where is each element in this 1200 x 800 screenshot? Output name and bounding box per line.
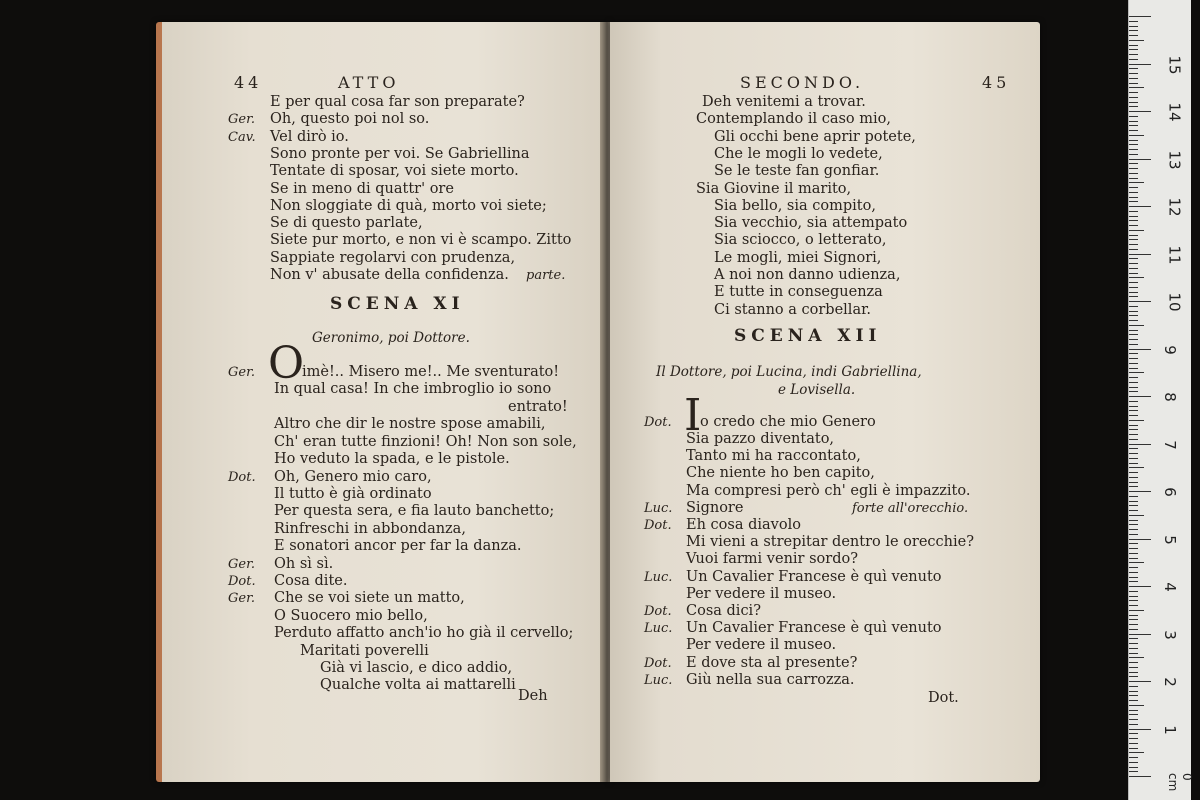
ruler-tick bbox=[1129, 539, 1151, 540]
ruler-tick bbox=[1129, 97, 1138, 98]
ruler-tick bbox=[1129, 125, 1138, 126]
ruler-tick bbox=[1129, 686, 1138, 687]
ruler-tick bbox=[1129, 159, 1151, 160]
ruler-tick bbox=[1129, 463, 1138, 464]
ruler-tick bbox=[1129, 472, 1138, 473]
ruler-tick bbox=[1129, 458, 1138, 459]
ruler-number: 5 bbox=[1160, 534, 1179, 545]
ruler-tick bbox=[1129, 420, 1144, 421]
ruler-tick bbox=[1129, 724, 1138, 725]
ruler-tick bbox=[1129, 558, 1138, 559]
ruler-tick bbox=[1129, 653, 1138, 654]
ruler-tick bbox=[1129, 315, 1138, 316]
ruler-tick bbox=[1129, 244, 1138, 245]
ruler-tick bbox=[1129, 87, 1144, 88]
ruler-tick bbox=[1129, 334, 1138, 335]
ruler-tick bbox=[1129, 643, 1138, 644]
ruler-unit-label: 0 cm bbox=[1166, 773, 1194, 792]
verse-line: E tutte in conseguenza bbox=[714, 284, 883, 301]
ruler-tick bbox=[1129, 73, 1138, 74]
ruler-number: 14 bbox=[1165, 102, 1184, 122]
ruler-tick bbox=[1129, 358, 1138, 359]
ruler-tick bbox=[1129, 553, 1138, 554]
ruler-tick bbox=[1129, 434, 1138, 435]
catchword: Deh bbox=[518, 688, 548, 704]
ruler-tick bbox=[1129, 491, 1151, 492]
ruler-tick bbox=[1129, 168, 1138, 169]
ruler-tick bbox=[1129, 130, 1138, 131]
ruler-tick bbox=[1129, 591, 1138, 592]
ruler-tick bbox=[1129, 738, 1138, 739]
scene-persons: Il Dottore, poi Lucina, indi Gabriellina, bbox=[656, 364, 922, 380]
ruler-tick bbox=[1129, 662, 1138, 663]
verse-line: Giù nella sua carrozza. bbox=[686, 671, 855, 688]
ruler-tick bbox=[1129, 425, 1138, 426]
ruler-tick bbox=[1129, 482, 1138, 483]
ruler-tick bbox=[1129, 600, 1138, 601]
ruler-tick bbox=[1129, 135, 1144, 136]
ruler-tick bbox=[1129, 102, 1138, 103]
ruler-tick bbox=[1129, 21, 1138, 22]
ruler-tick bbox=[1129, 505, 1138, 506]
ruler-tick bbox=[1129, 59, 1138, 60]
verse-line: Che niente ho ben capito, bbox=[686, 465, 875, 482]
ruler-tick bbox=[1129, 410, 1138, 411]
ruler-tick bbox=[1129, 40, 1144, 41]
ruler-tick bbox=[1129, 762, 1138, 763]
speaker-label: Dot. bbox=[644, 604, 672, 619]
ruler-tick bbox=[1129, 448, 1138, 449]
ruler-tick bbox=[1129, 672, 1138, 673]
speaker-label: Luc. bbox=[644, 621, 673, 637]
ruler-tick bbox=[1129, 406, 1138, 407]
verse-line: Cosa dici? bbox=[686, 603, 761, 619]
ruler-tick bbox=[1129, 477, 1138, 478]
ruler-tick bbox=[1129, 634, 1151, 635]
ruler-tick bbox=[1129, 705, 1144, 706]
verse-line: Contemplando il caso mio, bbox=[696, 111, 891, 128]
measuring-ruler bbox=[1128, 0, 1194, 800]
verse-line: Tanto mi ha raccontato, bbox=[686, 448, 861, 465]
ruler-tick bbox=[1129, 615, 1138, 616]
ruler-number: 12 bbox=[1165, 197, 1184, 217]
verse-line: entrato! bbox=[508, 399, 568, 415]
verse-line: Ma compresi però ch' egli è impazzito. bbox=[686, 482, 971, 499]
verse-line: Per questa sera, e fia lauto banchetto; bbox=[274, 503, 555, 520]
ruler-tick bbox=[1129, 638, 1138, 639]
ruler-tick bbox=[1129, 235, 1138, 236]
ruler-tick bbox=[1129, 667, 1138, 668]
ruler-tick bbox=[1129, 529, 1138, 530]
verse-line: Ci stanno a corbellar. bbox=[714, 301, 872, 318]
ruler-tick bbox=[1129, 467, 1144, 468]
speaker-label: Luc. bbox=[644, 672, 673, 688]
verse-line: Siete pur morto, e non vi è scampo. Zitto bbox=[270, 232, 572, 249]
ruler-tick bbox=[1129, 273, 1138, 274]
verse-line: Sono pronte per voi. Se Gabriellina bbox=[270, 145, 530, 162]
verse-line: Ch' eran tutte finzioni! Oh! Non son sole, bbox=[274, 433, 577, 450]
ruler-tick bbox=[1129, 372, 1144, 373]
ruler-tick bbox=[1129, 572, 1138, 573]
ruler-tick bbox=[1129, 344, 1138, 345]
ruler-tick bbox=[1129, 401, 1138, 402]
ruler-tick bbox=[1129, 211, 1138, 212]
scene-heading: SCENA XI bbox=[330, 294, 465, 314]
ruler-tick bbox=[1129, 605, 1138, 606]
speaker-label: Ger. bbox=[228, 365, 255, 380]
verse-line: Se le teste fan gonfiar. bbox=[714, 163, 880, 180]
ruler-tick bbox=[1129, 415, 1138, 416]
ruler-number: 15 bbox=[1165, 54, 1184, 75]
running-header: ATTO bbox=[338, 73, 400, 92]
ruler-tick bbox=[1129, 78, 1138, 79]
ruler-tick bbox=[1129, 121, 1138, 122]
ruler-number: 7 bbox=[1160, 439, 1179, 450]
ruler-tick bbox=[1129, 629, 1138, 630]
verse-line: Il tutto è già ordinato bbox=[274, 486, 432, 502]
left-page bbox=[156, 22, 609, 782]
verse-line: Oh, questo poi nol so. bbox=[270, 111, 430, 128]
verse-line: Sia Giovine il marito, bbox=[696, 180, 852, 197]
ruler-tick bbox=[1129, 320, 1138, 321]
verse-line: Per vedere il museo. bbox=[686, 585, 837, 602]
ruler-tick bbox=[1129, 453, 1138, 454]
verse-line: E dove sta al presente? bbox=[686, 654, 858, 671]
ruler-number: 10 bbox=[1165, 292, 1184, 312]
ruler-tick bbox=[1129, 296, 1138, 297]
verse-line: Perduto affatto anch'io ho già il cervello; bbox=[274, 625, 574, 642]
ruler-tick bbox=[1129, 64, 1151, 65]
ruler-tick bbox=[1129, 429, 1138, 430]
speaker-label: Dot. bbox=[644, 518, 672, 533]
running-header: SECONDO. bbox=[740, 73, 865, 92]
ruler-number: 8 bbox=[1160, 392, 1179, 402]
verse-line: Un Cavalier Francese è quì venuto bbox=[686, 620, 942, 637]
ruler-tick bbox=[1129, 486, 1138, 487]
ruler-tick bbox=[1129, 586, 1151, 587]
ruler-tick bbox=[1129, 567, 1138, 568]
ruler-tick bbox=[1129, 106, 1138, 107]
ruler-tick bbox=[1129, 292, 1138, 293]
page-number: 45 bbox=[982, 73, 1011, 92]
catchword: Dot. bbox=[928, 690, 959, 706]
ruler-tick bbox=[1129, 263, 1138, 264]
ruler-tick bbox=[1129, 767, 1138, 768]
scene-persons: Geronimo, poi Dottore. bbox=[312, 330, 470, 346]
ruler-tick bbox=[1129, 83, 1138, 84]
ruler-tick bbox=[1129, 140, 1138, 141]
ruler-tick bbox=[1129, 581, 1138, 582]
verse-line: imè!.. Misero me!.. Me sventurato! bbox=[302, 364, 560, 380]
ruler-tick bbox=[1129, 178, 1138, 179]
verse-line: A noi non danno udienza, bbox=[714, 267, 901, 283]
ruler-tick bbox=[1129, 306, 1138, 307]
verse-line: Vel dirò io. bbox=[270, 128, 349, 145]
ruler-tick bbox=[1129, 700, 1138, 701]
drop-cap: I bbox=[684, 390, 702, 441]
ruler-tick bbox=[1129, 249, 1138, 250]
ruler-number: 9 bbox=[1160, 344, 1179, 355]
ruler-tick bbox=[1129, 619, 1138, 620]
verse-line: O Suocero mio bello, bbox=[274, 607, 428, 624]
ruler-tick bbox=[1129, 116, 1138, 117]
ruler-tick bbox=[1129, 192, 1138, 193]
verse-line: Mi vieni a strepitar dentro le orecchie? bbox=[686, 534, 974, 551]
ruler-tick bbox=[1129, 330, 1138, 331]
ruler-tick bbox=[1129, 501, 1138, 502]
scene-heading: SCENA XII bbox=[734, 326, 882, 346]
ruler-tick bbox=[1129, 524, 1138, 525]
verse-line: Oh, Genero mio caro, bbox=[274, 468, 432, 485]
ruler-tick bbox=[1129, 92, 1138, 93]
verse-line: E sonatori ancor per far la danza. bbox=[274, 538, 522, 555]
verse-line: Cosa dite. bbox=[274, 573, 348, 589]
verse-line: Se di questo parlate, bbox=[270, 215, 423, 232]
verse-line: Se in meno di quattr' ore bbox=[270, 180, 454, 197]
speaker-label: Ger. bbox=[228, 591, 255, 607]
ruler-tick bbox=[1129, 339, 1138, 340]
open-book bbox=[148, 22, 1048, 782]
verse-line: Gli occhi bene aprir potete, bbox=[714, 128, 916, 145]
ruler-tick bbox=[1129, 268, 1138, 269]
ruler-tick bbox=[1129, 277, 1144, 278]
stage-direction: forte all'orecchio. bbox=[852, 500, 969, 516]
ruler-tick bbox=[1129, 496, 1138, 497]
verse-line: Sia bello, sia compito, bbox=[714, 197, 876, 214]
verse-line: Oh sì sì. bbox=[274, 555, 334, 572]
verse-line: Tentate di sposar, voi siete morto. bbox=[270, 163, 519, 180]
ruler-tick bbox=[1129, 382, 1138, 383]
speaker-label: Ger. bbox=[228, 112, 255, 128]
verse-line: Sia vecchio, sia attempato bbox=[714, 215, 908, 232]
verse-line: Eh cosa diavolo bbox=[686, 517, 801, 533]
ruler-tick bbox=[1129, 49, 1138, 50]
ruler-tick bbox=[1129, 624, 1138, 625]
ruler-tick bbox=[1129, 543, 1138, 544]
ruler-tick bbox=[1129, 681, 1151, 682]
speaker-label: Cav. bbox=[228, 129, 256, 145]
ruler-tick bbox=[1129, 187, 1138, 188]
ruler-tick bbox=[1129, 771, 1138, 772]
ruler-tick bbox=[1129, 752, 1144, 753]
verse-line: Ho veduto la spada, e le pistole. bbox=[274, 451, 510, 468]
verse-line: Maritati poverelli bbox=[300, 642, 429, 659]
verse-line: Un Cavalier Francese è quì venuto bbox=[686, 568, 942, 585]
ruler-tick bbox=[1129, 757, 1138, 758]
ruler-number: 13 bbox=[1165, 149, 1184, 170]
ruler-tick bbox=[1129, 510, 1138, 511]
ruler-tick bbox=[1129, 239, 1138, 240]
drop-cap: O bbox=[268, 338, 305, 389]
ruler-tick bbox=[1129, 444, 1151, 445]
ruler-number: 6 bbox=[1160, 487, 1179, 497]
page-number: 44 bbox=[234, 73, 263, 92]
ruler-number: 3 bbox=[1160, 629, 1179, 640]
verse-line: E per qual cosa far son preparate? bbox=[270, 94, 525, 110]
verse-line: Non v' abusate della confidenza. bbox=[270, 267, 509, 283]
verse-line: Che le mogli lo vedete, bbox=[714, 145, 883, 162]
ruler-tick bbox=[1129, 648, 1138, 649]
verse-line: Non sloggiate di quà, morto voi siete; bbox=[270, 197, 547, 214]
ruler-tick bbox=[1129, 577, 1138, 578]
ruler-tick bbox=[1129, 254, 1151, 255]
verse-line: Altro che dir le nostre spose amabili, bbox=[274, 416, 546, 433]
ruler-tick bbox=[1129, 201, 1138, 202]
ruler-tick bbox=[1129, 45, 1138, 46]
ruler-tick bbox=[1129, 287, 1138, 288]
speaker-label: Dot. bbox=[228, 469, 256, 485]
ruler-tick bbox=[1129, 349, 1151, 350]
ruler-tick bbox=[1129, 534, 1138, 535]
ruler-tick bbox=[1129, 216, 1138, 217]
ruler-tick bbox=[1129, 182, 1144, 183]
ruler-tick bbox=[1129, 68, 1138, 69]
ruler-tick bbox=[1129, 225, 1138, 226]
ruler-tick bbox=[1129, 16, 1151, 17]
verse-line: Sia pazzo diventato, bbox=[686, 431, 835, 447]
speaker-label: Dot. bbox=[644, 655, 672, 671]
ruler-tick bbox=[1129, 325, 1144, 326]
ruler-tick bbox=[1129, 26, 1138, 27]
ruler-tick bbox=[1129, 691, 1138, 692]
ruler-tick bbox=[1129, 596, 1138, 597]
ruler-tick bbox=[1129, 743, 1138, 744]
verse-line: Per vedere il museo. bbox=[686, 637, 837, 654]
ruler-tick bbox=[1129, 515, 1144, 516]
ruler-tick bbox=[1129, 282, 1138, 283]
ruler-tick bbox=[1129, 35, 1138, 36]
ruler-tick bbox=[1129, 353, 1138, 354]
ruler-tick bbox=[1129, 729, 1151, 730]
verse-line: o credo che mio Genero bbox=[700, 414, 876, 430]
ruler-tick bbox=[1129, 439, 1138, 440]
right-page bbox=[610, 22, 1040, 782]
verse-line: Deh venitemi a trovar. bbox=[702, 94, 866, 110]
ruler-tick bbox=[1129, 676, 1138, 677]
verse-line: Sappiate regolarvi con prudenza, bbox=[270, 249, 516, 266]
ruler-tick bbox=[1129, 301, 1151, 302]
speaker-label: Luc. bbox=[644, 569, 673, 585]
ruler-tick bbox=[1129, 154, 1138, 155]
ruler-tick bbox=[1129, 714, 1138, 715]
ruler-tick bbox=[1129, 657, 1144, 658]
ruler-tick bbox=[1129, 144, 1138, 145]
verse-line: Qualche volta ai mattarelli bbox=[320, 677, 516, 694]
ruler-tick bbox=[1129, 54, 1138, 55]
speaker-label: Ger. bbox=[228, 556, 255, 572]
verse-line: In qual casa! In che imbroglio io sono bbox=[274, 381, 552, 397]
verse-line: Sia sciocco, o letterato, bbox=[714, 232, 887, 249]
ruler-tick bbox=[1129, 220, 1138, 221]
ruler-tick bbox=[1129, 368, 1138, 369]
ruler-tick bbox=[1129, 387, 1138, 388]
ruler-tick bbox=[1129, 206, 1151, 207]
speaker-label: Luc. bbox=[644, 500, 673, 516]
ruler-tick bbox=[1129, 610, 1144, 611]
ruler-tick bbox=[1129, 548, 1138, 549]
speaker-label: Dot. bbox=[228, 574, 256, 589]
ruler-number: 11 bbox=[1165, 244, 1184, 265]
ruler-tick bbox=[1129, 149, 1138, 150]
verse-line: Signore bbox=[686, 499, 744, 516]
ruler-tick bbox=[1129, 311, 1138, 312]
ruler-tick bbox=[1129, 230, 1144, 231]
ruler-tick bbox=[1129, 163, 1138, 164]
ruler-tick bbox=[1129, 30, 1138, 31]
ruler-number: 2 bbox=[1160, 677, 1179, 687]
ruler-tick bbox=[1129, 748, 1138, 749]
ruler-tick bbox=[1129, 520, 1138, 521]
ruler-number: 4 bbox=[1160, 582, 1179, 592]
verse-line: Vuoi farmi venir sordo? bbox=[686, 551, 858, 568]
ruler-tick bbox=[1129, 396, 1151, 397]
ruler-tick bbox=[1129, 391, 1138, 392]
ruler-tick bbox=[1129, 363, 1138, 364]
ruler-tick bbox=[1129, 377, 1138, 378]
ruler-tick bbox=[1129, 258, 1138, 259]
ruler-number: 1 bbox=[1160, 724, 1179, 735]
stage-direction: parte. bbox=[526, 268, 566, 283]
ruler-tick bbox=[1129, 562, 1144, 563]
ruler-tick bbox=[1129, 710, 1138, 711]
ruler-tick bbox=[1129, 719, 1138, 720]
ruler-tick bbox=[1129, 197, 1138, 198]
ruler-tick bbox=[1129, 173, 1138, 174]
verse-line: Che se voi siete un matto, bbox=[274, 590, 465, 607]
verse-line: Rinfreschi in abbondanza, bbox=[274, 520, 466, 537]
ruler-tick bbox=[1129, 695, 1138, 696]
ruler-tick bbox=[1129, 776, 1151, 777]
verse-line: Già vi lascio, e dico addio, bbox=[320, 660, 513, 676]
speaker-label: Dot. bbox=[644, 415, 672, 430]
verse-line: Le mogli, miei Signori, bbox=[714, 249, 882, 266]
ruler-tick bbox=[1129, 111, 1151, 112]
scene-persons: e Lovisella. bbox=[778, 382, 856, 398]
ruler-tick bbox=[1129, 733, 1138, 734]
